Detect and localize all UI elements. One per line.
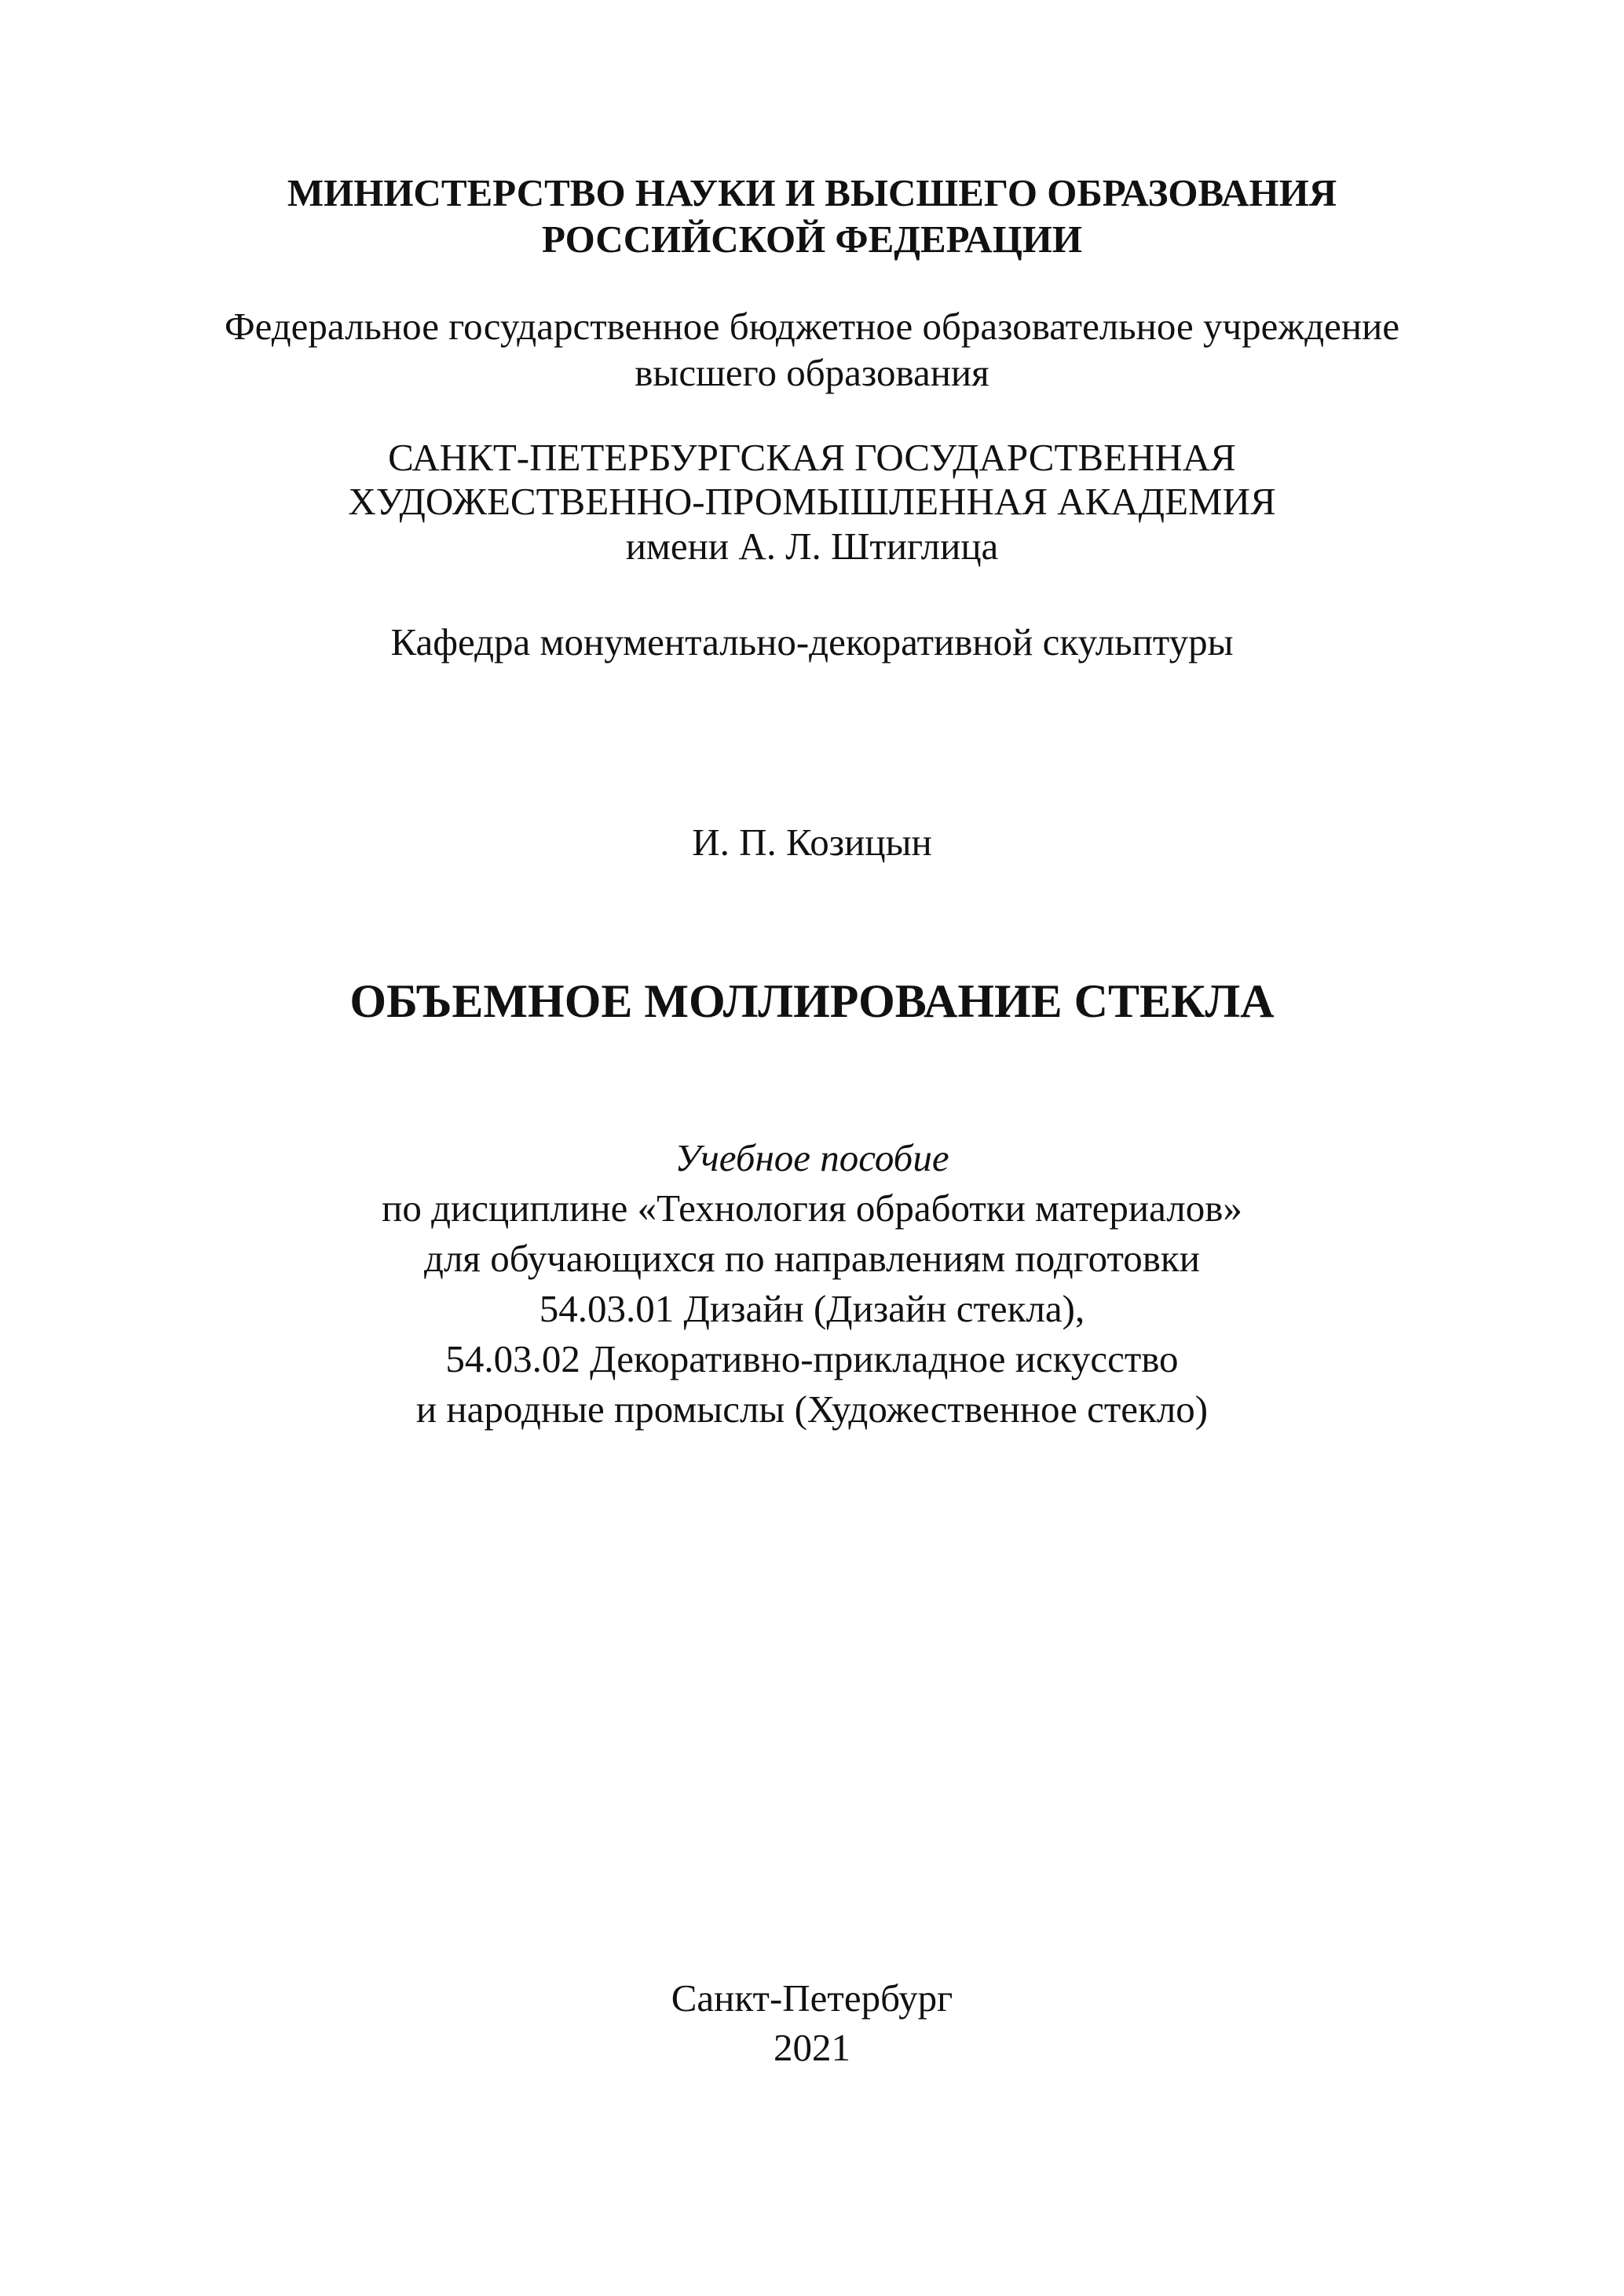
institution-type-line-2: высшего образования — [635, 351, 989, 394]
ministry-line-2: РОССИЙСКОЙ ФЕДЕРАЦИИ — [541, 218, 1083, 261]
document-title: ОБЪЕМНОЕ МОЛЛИРОВАНИЕ СТЕКЛА — [349, 975, 1275, 1027]
description-line-5: и народные промыслы (Художественное стекло) — [415, 1387, 1209, 1431]
academy-line-2: ХУДОЖЕСТВЕННО-ПРОМЫШЛЕННАЯ АКАДЕМИЯ — [348, 480, 1276, 523]
institution-type-line-1: Федеральное государственное бюджетное образовательное учреждение — [224, 305, 1400, 348]
description-line-4: 54.03.02 Декоративно-прикладное искусство — [445, 1337, 1179, 1380]
description-line-2: для обучающихся по направлениям подготовки — [424, 1237, 1200, 1280]
academy-line-1: САНКТ-ПЕТЕРБУРГСКАЯ ГОСУДАРСТВЕННАЯ — [388, 436, 1236, 479]
department: Кафедра монументально-декоративной скульптуры — [390, 620, 1234, 664]
publication-year: 2021 — [774, 2026, 850, 2069]
publication-city: Санкт-Петербург — [671, 1976, 953, 2020]
document-kind: Учебное пособие — [675, 1136, 949, 1179]
academy-line-3: имени А. Л. Штиглица — [625, 525, 999, 568]
description-line-3: 54.03.01 Дизайн (Дизайн стекла), — [539, 1287, 1085, 1330]
ministry-line-1: МИНИСТЕРСТВО НАУКИ И ВЫСШЕГО ОБРАЗОВАНИЯ — [287, 171, 1337, 214]
author: И. П. Козицын — [692, 821, 932, 864]
description-line-1: по дисциплине «Технология обработки материалов» — [382, 1186, 1242, 1230]
